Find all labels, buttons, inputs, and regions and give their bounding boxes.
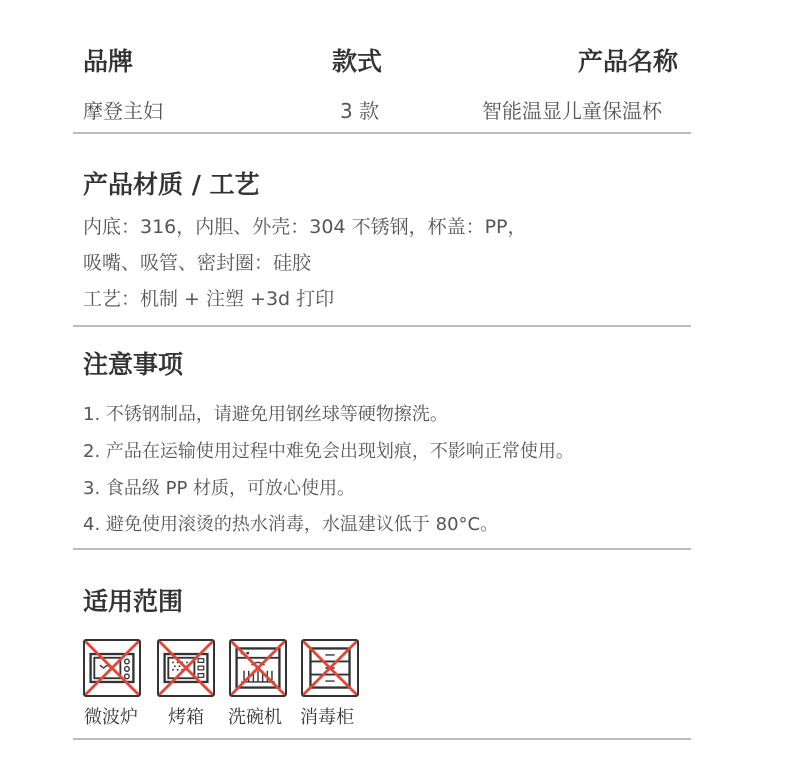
- divider: [73, 548, 691, 550]
- usage-label: 烤箱: [168, 707, 204, 728]
- brand-heading: 品牌: [83, 47, 134, 76]
- note-item: 3. 食品级 PP 材质，可放心使用。: [83, 478, 356, 499]
- material-section-title: 产品材质 / 工艺: [83, 170, 260, 199]
- product-name-value: 智能温显儿童保温杯: [482, 99, 662, 123]
- divider: [73, 132, 691, 134]
- usage-label: 洗碗机: [228, 707, 282, 728]
- material-line: 工艺：机制 + 注塑 +3d 打印: [83, 288, 335, 310]
- note-item: 1. 不锈钢制品，请避免用钢丝球等硬物擦洗。: [83, 404, 448, 425]
- style-value: 3 款: [340, 99, 380, 123]
- material-line: 内底：316，内胆、外壳：304 不锈钢，杯盖：PP，: [83, 216, 527, 238]
- usage-section-title: 适用范围: [83, 587, 184, 616]
- usage-label: 微波炉: [84, 707, 138, 728]
- material-line: 吸嘴、吸管、密封圈：硅胶: [83, 252, 312, 274]
- note-item: 4. 避免使用滚烫的热水消毒，水温建议低于 80°C。: [83, 514, 499, 535]
- style-heading: 款式: [332, 47, 383, 76]
- brand-value: 摩登主妇: [83, 99, 163, 123]
- notes-section-title: 注意事项: [83, 350, 184, 379]
- microwave-forbidden-icon: [83, 639, 141, 697]
- product-name-heading: 产品名称: [578, 47, 679, 76]
- dishwasher-forbidden-icon: [229, 639, 287, 697]
- oven-forbidden-icon: [157, 639, 215, 697]
- note-item: 2. 产品在运输使用过程中难免会出现划痕，不影响正常使用。: [83, 441, 574, 462]
- divider: [73, 325, 691, 327]
- usage-label: 消毒柜: [300, 707, 354, 728]
- sterilizer-forbidden-icon: [301, 639, 359, 697]
- divider: [73, 738, 691, 740]
